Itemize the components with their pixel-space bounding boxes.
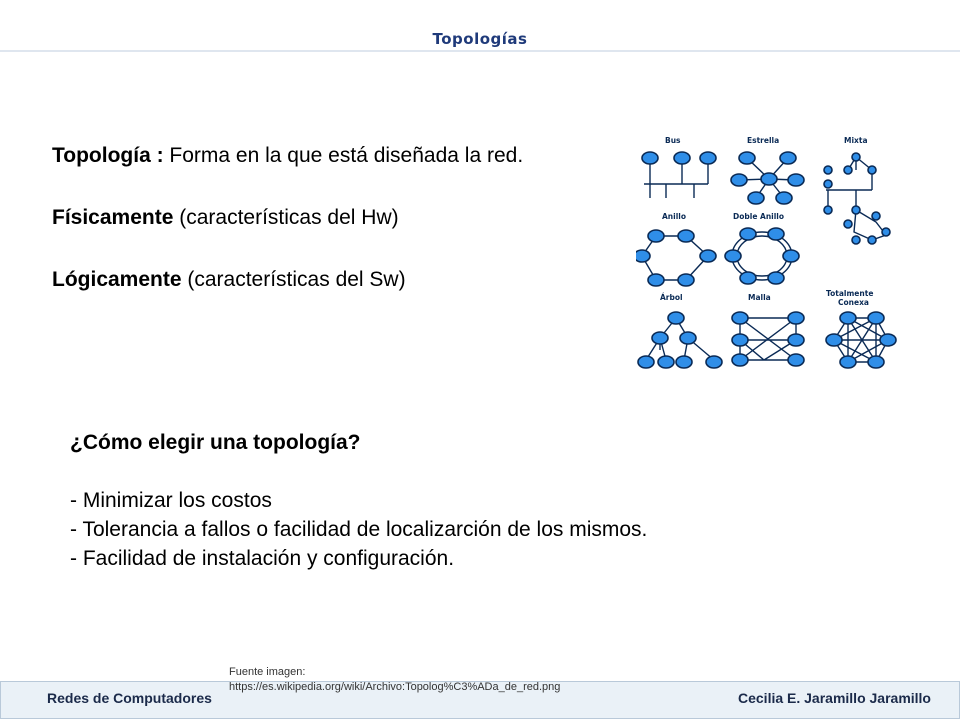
logical-text: (características del Sw) bbox=[181, 268, 406, 291]
criteria-item: - Tolerancia a fallos o facilidad de localizarción de los mismos. bbox=[70, 518, 648, 541]
definitions-block bbox=[52, 140, 523, 326]
selection-criteria-block bbox=[70, 428, 647, 573]
logical-term: Lógicamente bbox=[52, 268, 182, 291]
label-anillo: Anillo bbox=[662, 212, 687, 221]
label-mixta: Mixta bbox=[844, 136, 868, 145]
physical-text: (características del Hw) bbox=[173, 206, 399, 229]
label-bus: Bus bbox=[665, 136, 681, 145]
definition-text: Forma en la que está diseñada la red. bbox=[163, 144, 524, 167]
footer-course-name: Redes de Computadores bbox=[47, 690, 212, 706]
topology-malla bbox=[732, 312, 804, 366]
topology-doble-anillo bbox=[725, 228, 799, 284]
source-label: Fuente imagen: bbox=[229, 666, 306, 678]
topology-estrella bbox=[731, 152, 804, 204]
definition-line bbox=[52, 140, 523, 171]
label-estrella: Estrella bbox=[747, 136, 780, 145]
physical-term: Físicamente bbox=[52, 206, 174, 229]
definition-term: Topología : bbox=[52, 144, 164, 167]
topology-anillo bbox=[636, 230, 716, 286]
image-source-note bbox=[229, 665, 560, 695]
label-malla: Malla bbox=[748, 293, 771, 302]
topology-mixta bbox=[824, 153, 890, 244]
topology-bus bbox=[642, 152, 716, 198]
label-conexa-1: Totalmente bbox=[826, 289, 874, 298]
criteria-item: - Minimizar los costos bbox=[70, 489, 272, 512]
topology-arbol bbox=[638, 312, 722, 368]
question-title: ¿Cómo elegir una topología? bbox=[70, 431, 361, 454]
label-arbol: Árbol bbox=[660, 293, 683, 302]
topology-totalmente-conexa bbox=[826, 312, 896, 368]
label-conexa-2: Conexa bbox=[838, 298, 869, 307]
logical-line bbox=[52, 264, 523, 295]
source-url[interactable]: https://es.wikipedia.org/wiki/Archivo:Topolog%C3%ADa_de_red.png bbox=[229, 681, 561, 693]
footer-author: Cecilia E. Jaramillo Jaramillo bbox=[738, 690, 931, 706]
network-topologies-diagram bbox=[636, 132, 902, 374]
page-header-title: Topologías bbox=[432, 30, 528, 48]
criteria-item: - Facilidad de instalación y configuración. bbox=[70, 547, 455, 570]
physical-line bbox=[52, 202, 523, 233]
header-divider bbox=[0, 50, 960, 52]
label-doble-anillo: Doble Anillo bbox=[733, 212, 785, 221]
